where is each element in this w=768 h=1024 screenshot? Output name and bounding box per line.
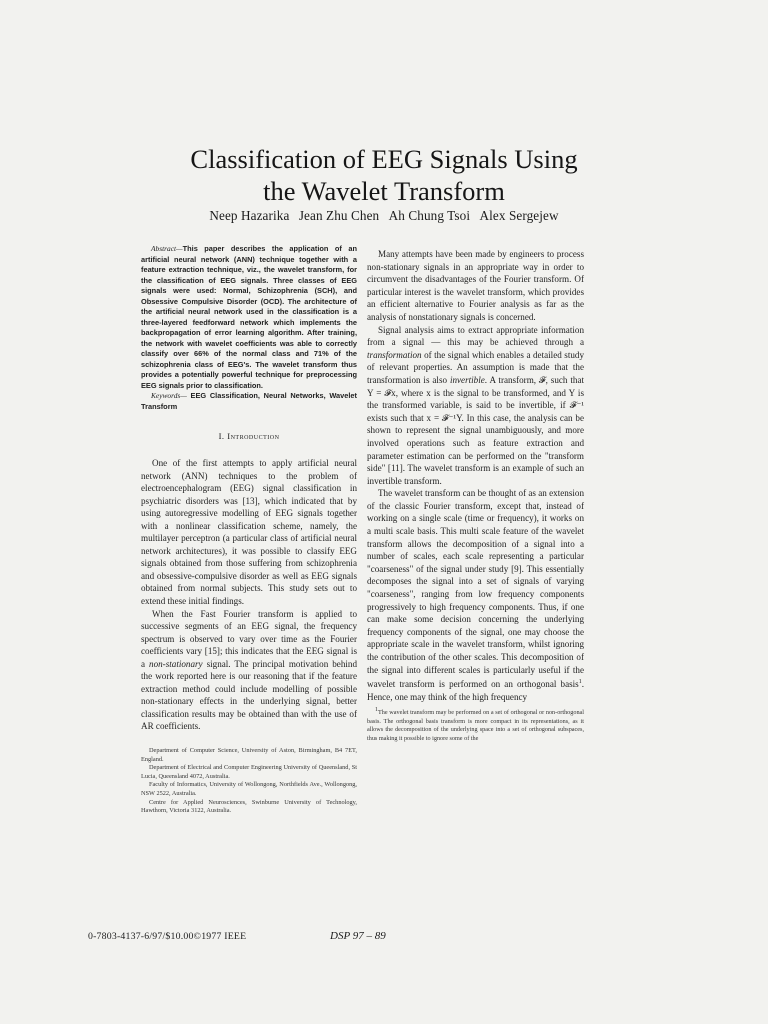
- right-column: [367, 248, 584, 743]
- author-name: Jean Zhu Chen: [298, 208, 380, 223]
- paragraph: The wavelet transform can be thought of as an extension of the classic Fourier transform, except that, instead of working on a single scale (time or frequency), it works on a multi scale basis. This multi scale feature of the wavelet transform allows the decomposition of a signal into a number of scales, each scale representing a particular "coarseness" of the signal under study [9]. This essentially decomposes the signal into a set of signals of varying "coarseness", ranging from low frequency components progressively to high frequency components. Thus, if one can make some decision concerning the underlying frequency components of the signal, one may choose the appropriate scale in the wavelet transform, whilst ignoring the contribution of the other scales. This decomposition of the signal into different scales is particularly useful if the wavelet transform is performed on an orthogonal basis$^1$. Hence, one may think of the high frequency: [367, 488, 584, 702]
- paragraph: One of the first attempts to apply artificial neural network (ANN) techniques to the problem of electroencephalogram (EEG) signal classification in psychiatric disorders was [13], which indicated that by using autoregressive modelling of EEG signals together with a nonlinear classification scheme, namely, the multilayer perceptron (a particular class of artificial neural network architectures), it was possible to classify EEG signals obtained from those suffering from schizophrenia and obsessive-compulsive disorder as well as EEG signals obtained from normal subjects. This study sets out to extend these initial findings.: [141, 458, 357, 607]
- author-name: Neep Hazarika: [209, 208, 290, 223]
- paper-title: [0, 143, 768, 207]
- author-list: [0, 208, 768, 224]
- title-line-2: the Wavelet Transform: [263, 176, 505, 206]
- page-number: 89: [374, 930, 386, 942]
- paragraph: Many attempts have been made by engineers to process non-stationary signals in an appropriate way in order to circumvent the disadvantages of the Fourier transform. Of particular interest is the wavelet transform, which provides an efficient alternative to Fourier analysis as far as the analysis of nonstationary signals is concerned.: [367, 249, 584, 322]
- paragraph: Signal analysis aims to extract appropriate information from a signal — this may be achieved through a transformation of the signal which enables a detailed study of relevant properties. An assumption is made that the transformation is also invertible. A transform, 𝓕, such that Y = 𝓕x, where x is the signal to be transformed, and Y is the transformed variable, is said to be invertible, if 𝓕⁻¹ exists such that x = 𝓕⁻¹Y. In this case, the analysis can be shown to represent the signal unambiguously, and more involved operations such as feature extraction and parameter estimation can be performed on the "transform side" [11]. The wavelet transform is an example of such an invertible transform.: [367, 324, 585, 486]
- emphasis: invertible: [449, 374, 485, 385]
- affiliations: [141, 747, 357, 816]
- paragraph: When the Fast Fourier transform is applied to successive segments of an EEG signal, the frequency spectrum is observed to vary over time as the Fourier coefficients vary [15]; this indicates that the EEG signal is a non-stationary signal. The principal motivation behind the work reported here is our reasoning that if the feature extraction method could include modelling of possible non-stationary effects in the underlying signal, better classification results may be obtained than with the use of AR coefficients.: [141, 608, 357, 732]
- intro-text: [141, 457, 357, 733]
- page-footer: [330, 930, 386, 942]
- emphasis: non-stationary: [149, 658, 203, 669]
- footnote-text: The wavelet transform may be performed on a set of orthogonal or non-orthogonal basis. The orthogonal basis transform is more compact in its representations, as it allows the decomposition of the underlying space into a set of orthogonal subspaces, thus making it possible to ignore some of the: [367, 709, 584, 742]
- author-name: Alex Sergejew: [479, 208, 559, 223]
- footnote: [367, 706, 584, 743]
- author-name: Ah Chung Tsoi: [388, 208, 471, 223]
- affiliation: Faculty of Informatics, University of Wollongong, Northfields Ave., Wollongong, NSW 2522, Australia.: [141, 781, 357, 797]
- section-heading: I. Introduction: [218, 431, 280, 441]
- footer-dash: –: [363, 930, 375, 942]
- affiliation: Department of Computer Science, University of Aston, Birmingham, B4 7ET, England.: [141, 747, 357, 763]
- affiliation: Centre for Applied Neurosciences, Swinburne University of Technology, Hawthorn, Victoria 3122, Australia.: [141, 798, 357, 815]
- title-line-1: Classification of EEG Signals Using: [190, 144, 578, 174]
- affiliation: Department of Electrical and Computer Engineering University of Queensland, St Lucia, Queensland 4072, Australia.: [141, 764, 357, 780]
- copyright-line: 0-7803-4137-6/97/$10.00©1977 IEEE: [88, 931, 247, 942]
- keywords-lead: Keywords—: [151, 391, 187, 400]
- abstract-text: This paper describes the application of an artificial neural network (ANN) technique together with a feature extraction technique, viz., the wavelet transform, for the classification of EEG signals. Three classes of EEG signals were used: Normal, Schizophrenia (SCH), and Obsessive Compulsive Disorder (OCD). The architecture of the artificial neural network used in the classification is a three-layered feedforward network which implements the backpropagation of error learning algorithm. After training, the network with wavelet coefficients was able to correctly classify over 66% of the normal class and 71% of the schizophrenia class of EEG's. The wavelet transform thus provides a potentially powerful technique for preprocessing EEG signals prior to classification.: [141, 244, 357, 390]
- footnote-ref: 1: [578, 679, 582, 686]
- keywords-text: EEG Classification, Neural Networks, Wavelet Transform: [141, 391, 357, 411]
- footnote-mark: 1: [375, 707, 378, 714]
- body-text: [367, 248, 584, 703]
- abstract: [141, 244, 357, 412]
- abstract-lead: Abstract—: [151, 244, 183, 253]
- left-column: [141, 244, 357, 816]
- emphasis: transformation: [367, 349, 422, 360]
- journal-name: DSP 97: [330, 930, 364, 942]
